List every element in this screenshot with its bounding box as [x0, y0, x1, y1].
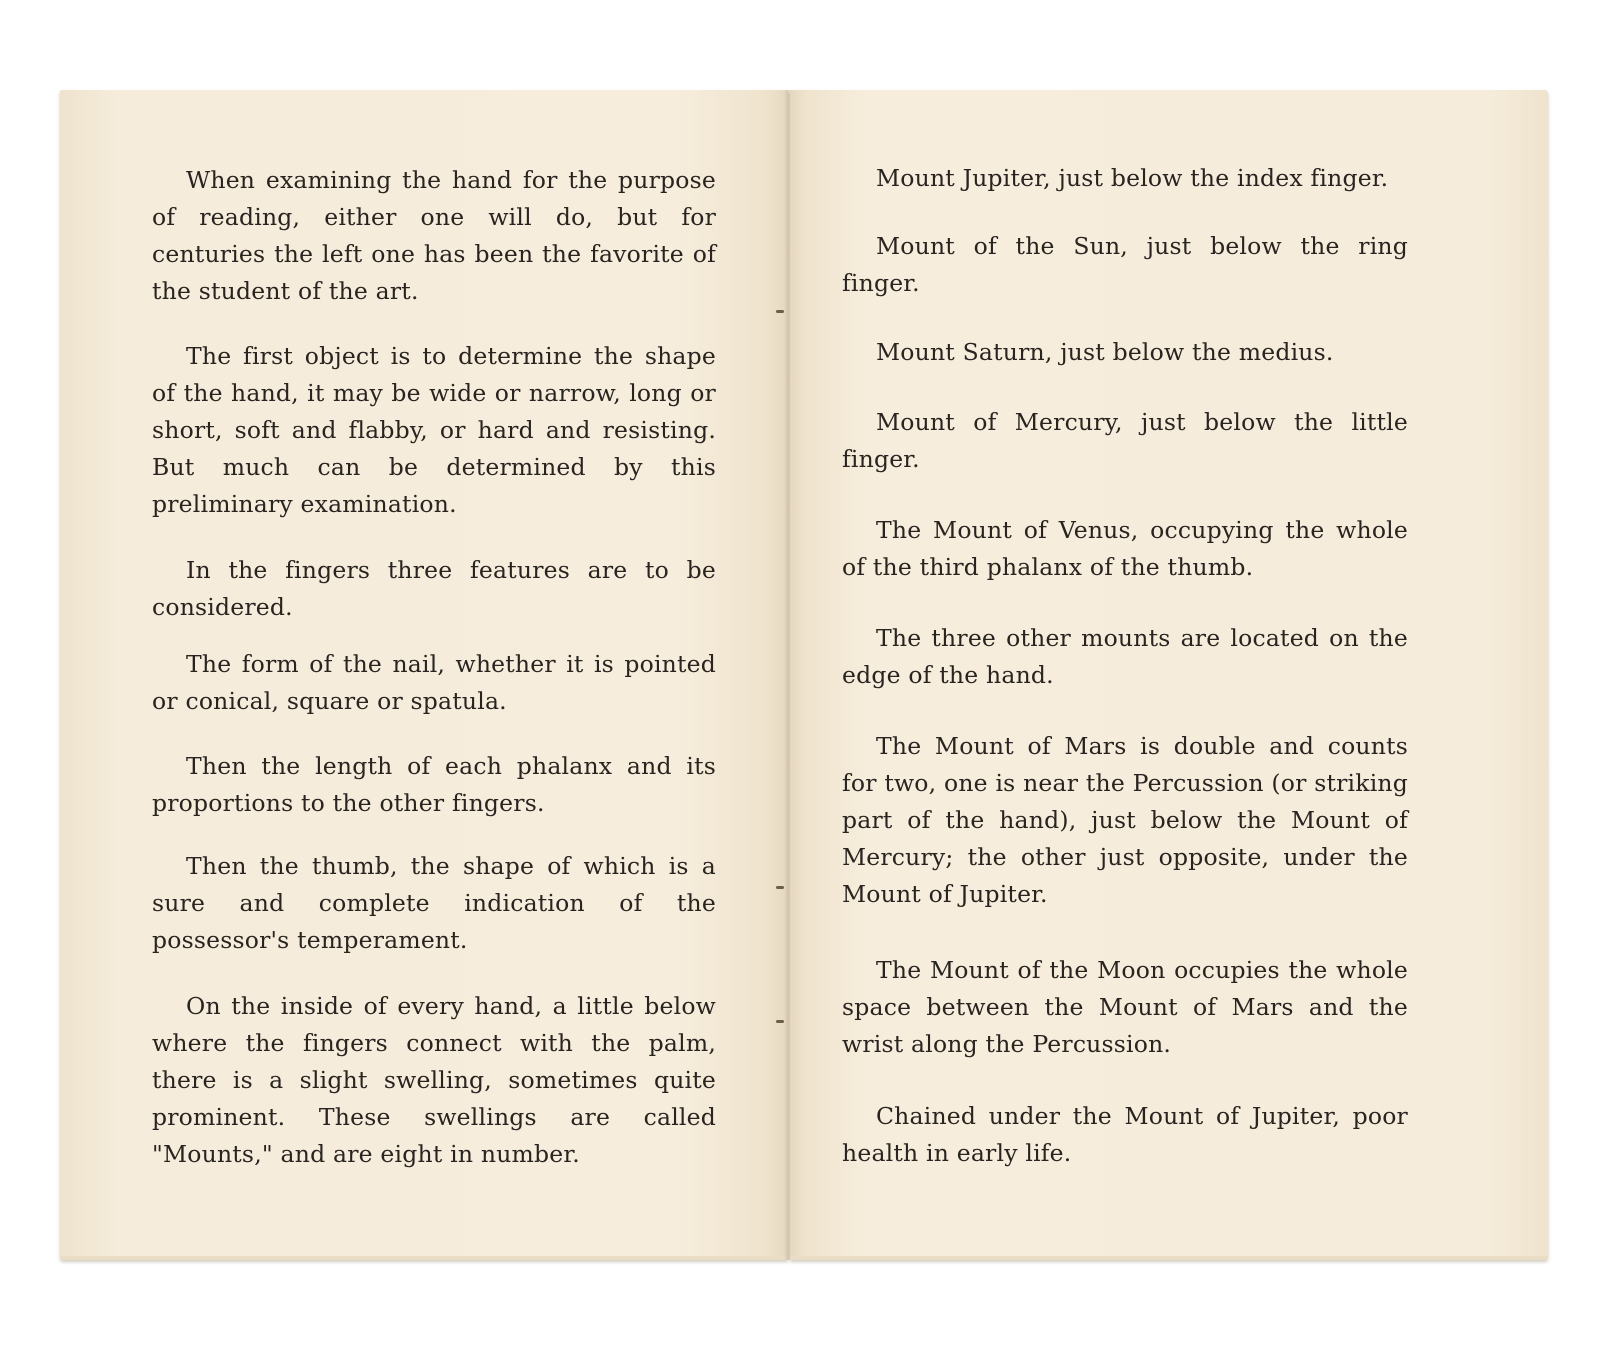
right-paragraph-4: Mount of Mercury, just below the little finger.	[842, 408, 1408, 473]
right-paragraph-7: The Mount of Mars is double and counts for two, one is near the Percussion (or striking part of the hand), just below the Mount of Mercury; the other just opposite, under the Mount of Jupiter.	[842, 732, 1409, 908]
left-paragraph-5: Then the length of each phalanx and its proportions to the other fingers.	[152, 752, 716, 817]
binding-stitch	[776, 310, 784, 313]
left-paragraph-1: When examining the hand for the purpose of reading, either one will do, but for centuries the left one has been the favorite of the student of the art.	[152, 166, 716, 305]
right-paragraph-9: Chained under the Mount of Jupiter, poor health in early life.	[842, 1102, 1408, 1167]
left-paragraph-7: On the inside of every hand, a little below where the fingers connect with the palm, there is a slight swelling, sometimes quite prominent. These swellings are called "Mounts," and are eight in number.	[152, 992, 716, 1168]
left-paragraph-6: Then the thumb, the shape of which is a sure and complete indication of the possessor's temperament.	[152, 852, 716, 954]
booklet-spread	[60, 90, 1548, 1265]
right-paragraph-1: Mount Jupiter, just below the index finger.	[876, 164, 1389, 192]
right-paragraph-6: The three other mounts are located on the edge of the hand.	[842, 624, 1408, 689]
left-paragraph-4: The form of the nail, whether it is pointed or conical, square or spatula.	[152, 650, 716, 715]
right-paragraph-2: Mount of the Sun, just below the ring finger.	[842, 232, 1408, 297]
left-paragraph-2: The first object is to determine the shape of the hand, it may be wide or narrow, long or short, soft and flabby, or hard and resisting. But much can be determined by this preliminary examination.	[152, 342, 716, 518]
right-paragraph-8: The Mount of the Moon occupies the whole space between the Mount of Mars and the wrist along the Percussion.	[842, 956, 1408, 1058]
binding-stitch	[776, 1020, 784, 1023]
right-page	[790, 90, 1548, 1260]
right-paragraph-5: The Mount of Venus, occupying the whole of the third phalanx of the thumb.	[842, 516, 1408, 581]
binding-stitch	[776, 886, 784, 889]
right-paragraph-3: Mount Saturn, just below the medius.	[876, 338, 1334, 366]
left-paragraph-3: In the fingers three features are to be considered.	[152, 556, 716, 621]
left-page	[60, 90, 788, 1260]
